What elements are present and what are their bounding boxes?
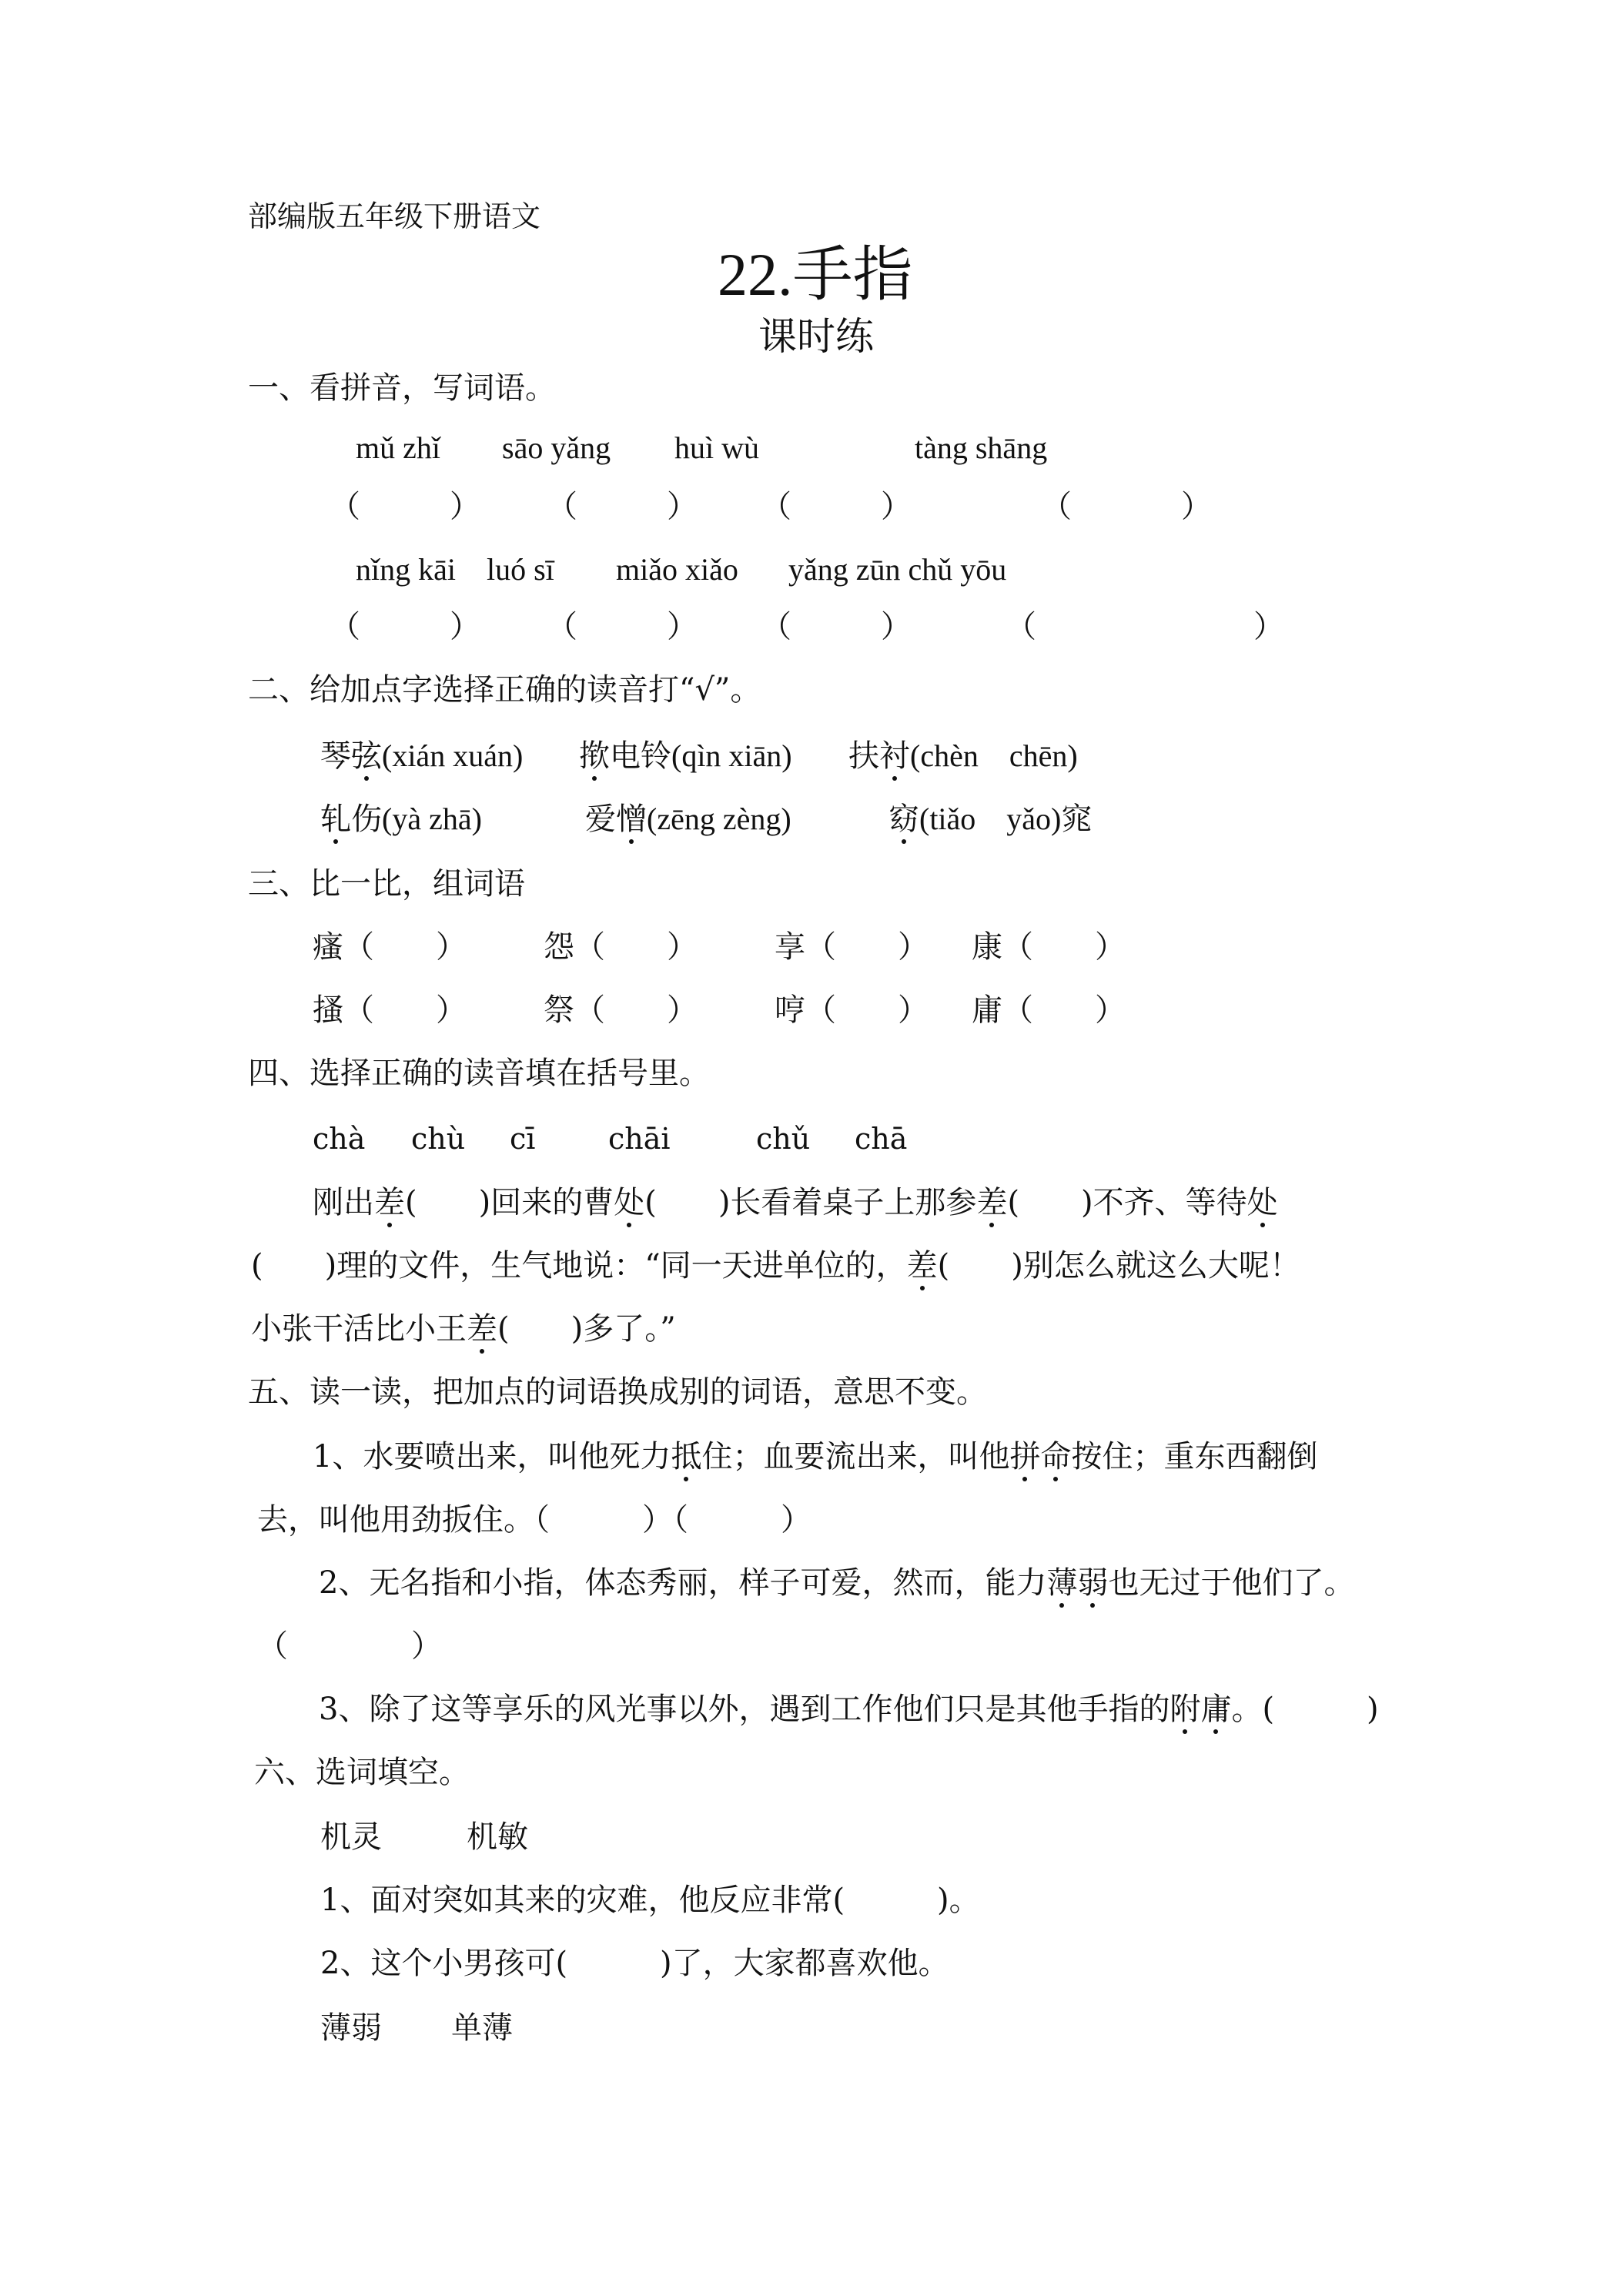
word-choice: 机灵 — [320, 1819, 382, 1855]
pinyin-5: nǐng kāi — [356, 552, 456, 587]
question-line: （ ） — [257, 1628, 442, 1664]
passage-line: ( )理的文件，生气地说：“同一天进单位的，差( )别怎么就这么大呢！ — [251, 1248, 1300, 1284]
compare-item: 搔（ ） — [313, 992, 467, 1028]
blank-open: （ — [547, 609, 577, 644]
compare-item: 享（ ） — [775, 929, 929, 965]
word-choice: 机敏 — [467, 1819, 528, 1855]
fill-question: 1、面对突如其来的灾难，他反应非常( )。 — [320, 1883, 980, 1918]
passage-line: 刚出差( )回来的曹处( )长看着桌子上那参差( )不齐、等待处 — [313, 1185, 1278, 1220]
document-source: 部编版五年级下册语文 — [248, 199, 541, 233]
pronunciation-item: 琴弦(xián xuán) — [320, 738, 524, 774]
blank-close: ） — [667, 609, 698, 644]
compare-item: 庸（ ） — [972, 992, 1126, 1028]
pinyin-1: mǔ zhǐ — [356, 430, 440, 465]
blank-close: ） — [881, 609, 912, 644]
blank-close: ） — [881, 489, 912, 524]
blank-close: ） — [1253, 609, 1284, 644]
compare-item: 瘙（ ） — [313, 929, 467, 965]
section-1-heading: 一、看拼音，写词语。 — [248, 370, 556, 406]
blank-close: ） — [450, 609, 480, 644]
pinyin-2: sāo yǎng — [502, 430, 611, 465]
page-subtitle: 课时练 — [758, 314, 874, 359]
blank-open: （ — [330, 489, 360, 524]
blank-open: （ — [761, 489, 791, 524]
blank-open: （ — [761, 609, 791, 644]
reading-option: chǔ — [756, 1122, 811, 1156]
question-line: 2、无名指和小指，体态秀丽，样子可爱，然而，能力薄弱也无过于他们了。 — [319, 1565, 1355, 1601]
section-6-heading: 六、选词填空。 — [254, 1755, 470, 1790]
pinyin-7: miǎo xiǎo — [616, 552, 738, 587]
pinyin-4: tàng shāng — [915, 430, 1048, 465]
reading-option: chà — [313, 1122, 366, 1156]
question-line: 3、除了这等享乐的风光事以外，遇到工作他们只是其他手指的附庸。( ) — [319, 1692, 1379, 1727]
page-title: 22.手指 — [718, 241, 913, 308]
blank-open: （ — [1041, 489, 1072, 524]
blank-open: （ — [1006, 609, 1036, 644]
reading-option: cī — [510, 1122, 536, 1156]
blank-open: （ — [330, 609, 360, 644]
pinyin-3: huì wù — [674, 430, 759, 465]
reading-option: chù — [411, 1122, 466, 1156]
pronunciation-item: 扶衬(chèn chēn) — [848, 738, 1078, 774]
question-line: 去，叫他用劲扳住。（ ）（ ） — [257, 1502, 812, 1538]
pronunciation-item: 轧伤(yà zhā) — [320, 802, 482, 837]
blank-close: ） — [1181, 489, 1212, 524]
question-line: 1、水要喷出来，叫他死力抵住；血要流出来，叫他拼命按住；重东西翻倒 — [313, 1439, 1318, 1474]
section-5-heading: 五、读一读，把加点的词语换成别的词语，意思不变。 — [248, 1374, 987, 1410]
word-choice: 单薄 — [451, 2010, 513, 2046]
section-4-heading: 四、选择正确的读音填在括号里。 — [248, 1056, 710, 1091]
passage-line: 小张干活比小王差( )多了。” — [251, 1311, 676, 1347]
reading-option: chā — [855, 1122, 908, 1156]
blank-close: ） — [450, 489, 480, 524]
pinyin-8: yǎng zūn chǔ yōu — [788, 552, 1007, 587]
compare-item: 祭（ ） — [544, 992, 698, 1028]
blank-close: ） — [667, 489, 698, 524]
word-choice: 薄弱 — [320, 2010, 382, 2046]
pronunciation-item: 窈(tiǎo yǎo)窕 — [888, 802, 1093, 837]
compare-item: 哼（ ） — [775, 992, 929, 1028]
blank-open: （ — [547, 489, 577, 524]
pronunciation-item: 爱憎(zēng zèng) — [585, 802, 791, 837]
pronunciation-item: 揿电铃(qìn xiān) — [579, 738, 792, 774]
fill-question: 2、这个小男孩可( )了，大家都喜欢他。 — [320, 1946, 949, 1981]
section-3-heading: 三、比一比，组词语 — [248, 866, 525, 902]
pinyin-6: luó sī — [487, 552, 554, 587]
reading-option: chāi — [608, 1122, 671, 1156]
section-2-heading: 二、给加点字选择正确的读音打“√”。 — [248, 672, 761, 708]
compare-item: 康（ ） — [972, 929, 1126, 965]
compare-item: 怨（ ） — [544, 929, 698, 965]
